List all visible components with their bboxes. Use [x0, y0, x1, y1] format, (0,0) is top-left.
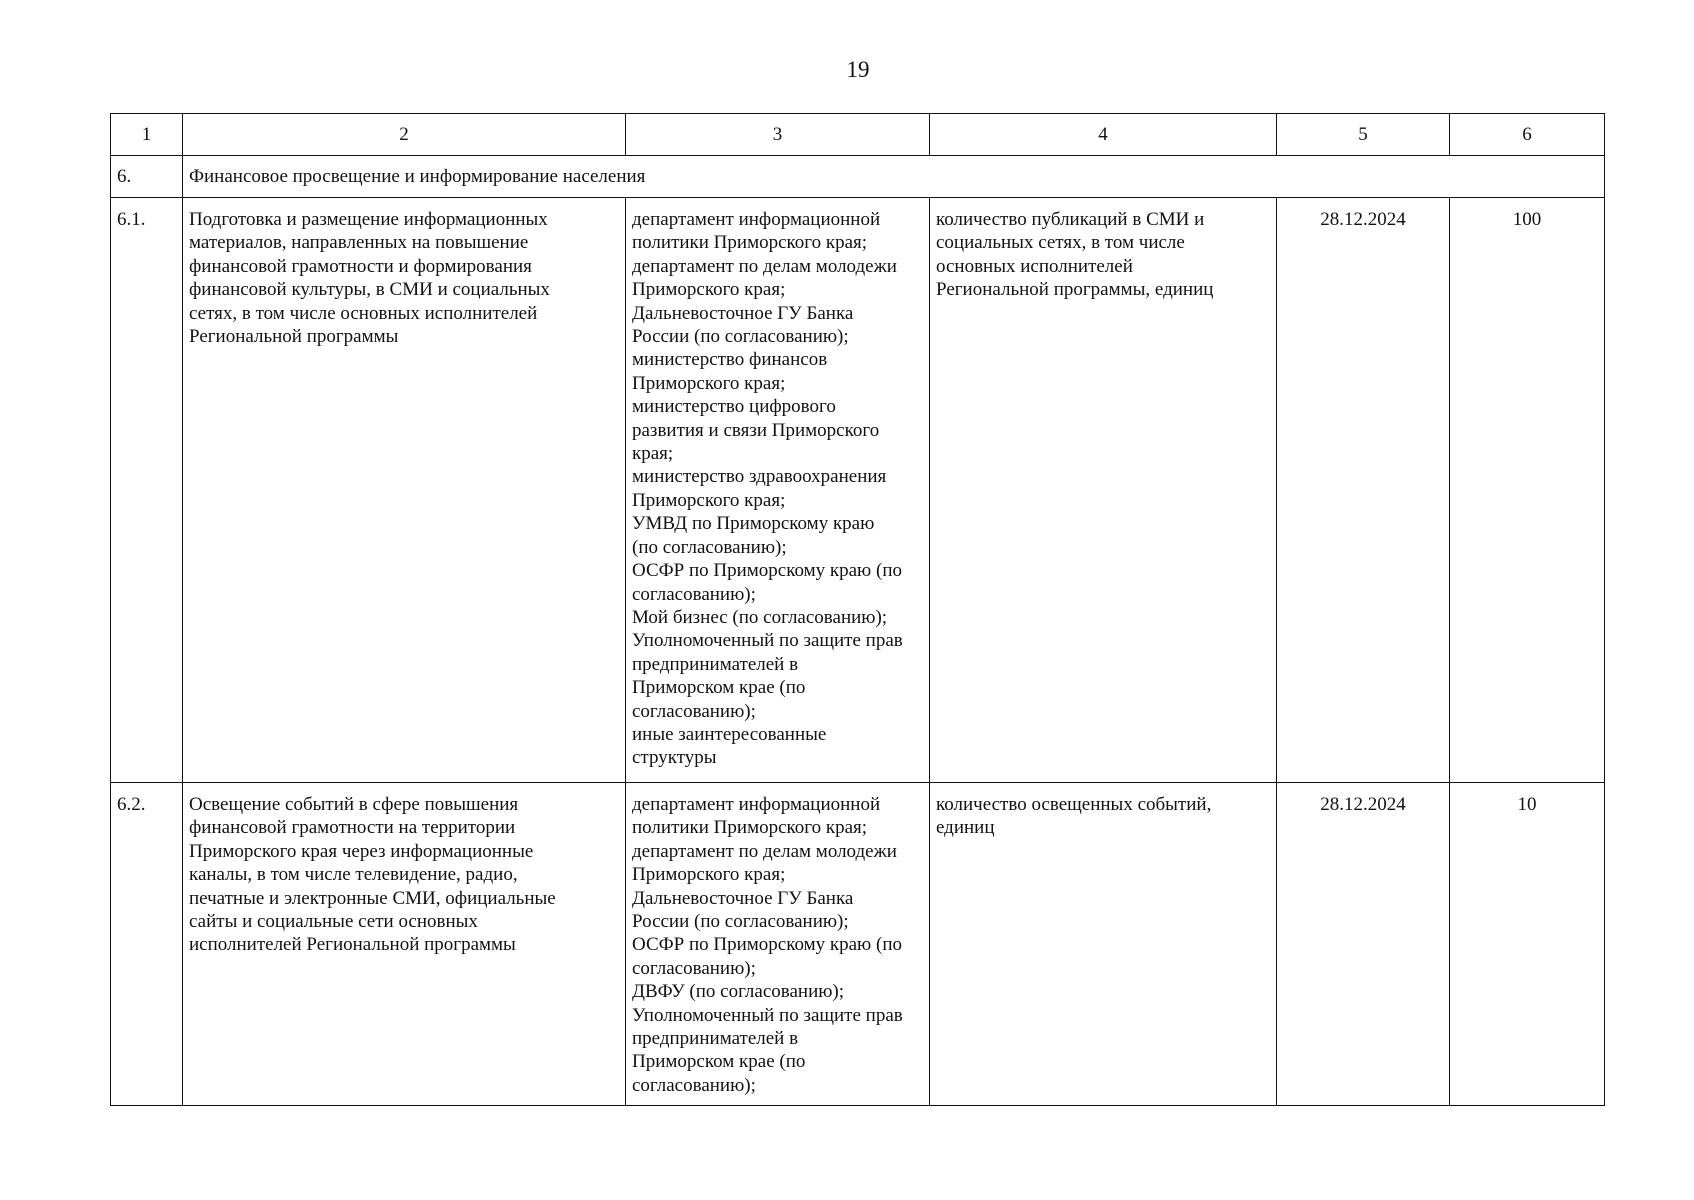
column-number-6: 6	[1450, 114, 1605, 156]
column-number-3: 3	[626, 114, 930, 156]
text-line: министерство финансов	[632, 349, 828, 371]
activities-table	[110, 113, 1605, 1106]
text-line: департамент информационной	[632, 794, 881, 815]
column-number-5: 5	[1277, 114, 1450, 156]
text-line: министерство цифрового	[632, 396, 836, 418]
column-number-2: 2	[183, 114, 626, 156]
text-line: Приморском крае (по	[632, 677, 806, 699]
text-line: основных исполнителей	[936, 255, 1133, 277]
text-line: департамент по делам молодежи	[632, 840, 897, 862]
text-line: края;	[632, 443, 674, 465]
column-number-4: 4	[930, 114, 1277, 156]
column-number-1: 1	[111, 114, 183, 156]
text-line: Приморском крае (по	[632, 1051, 806, 1073]
text-line: единиц	[936, 817, 995, 839]
deadline-date: 28.12.2024	[1277, 198, 1450, 783]
text-line: (по согласованию);	[632, 536, 787, 558]
page-number: 19	[846, 57, 870, 82]
text-line: предпринимателей в	[632, 653, 799, 675]
section-number: 6.	[111, 156, 183, 198]
text-line: Уполномоченный по защите прав	[632, 630, 903, 652]
text-line: политики Приморского края;	[632, 232, 868, 254]
text-line: сетях, в том числе основных исполнителей	[189, 302, 538, 324]
text-line: министерство здравоохранения	[632, 466, 887, 488]
text-line: согласованию);	[632, 1074, 756, 1096]
text-line: финансовой культуры, в СМИ и социальных	[189, 279, 550, 301]
text-line: развития и связи Приморского	[632, 419, 880, 441]
text-line: России (по согласованию);	[632, 326, 849, 348]
text-line: социальных сетях, в том числе	[936, 232, 1185, 254]
text-line: сайты и социальные сети основных	[189, 911, 478, 933]
indicator-description	[930, 198, 1277, 783]
text-line: Приморского края;	[632, 279, 786, 301]
text-line: Приморского края;	[632, 864, 786, 886]
text-line: количество освещенных событий,	[936, 794, 1212, 815]
text-line: согласованию);	[632, 957, 756, 979]
text-line: Приморского края через информационные	[189, 840, 534, 862]
text-line: ОСФР по Приморскому краю (по	[632, 934, 902, 956]
target-value: 100	[1450, 198, 1605, 783]
text-line: финансовой грамотности на территории	[189, 817, 516, 839]
text-line: России (по согласованию);	[632, 911, 849, 933]
text-line: согласованию);	[632, 700, 756, 722]
text-line: Уполномоченный по защите прав	[632, 1004, 903, 1026]
text-line: количество публикаций в СМИ и	[936, 209, 1205, 230]
text-line: исполнителей Региональной программы	[189, 934, 516, 956]
table-row	[111, 783, 1605, 1106]
text-line: Приморского края;	[632, 489, 786, 511]
column-number-row	[111, 114, 1605, 156]
row-number: 6.2.	[111, 783, 183, 1106]
executors-list	[626, 198, 930, 783]
text-line: Дальневосточное ГУ Банка	[632, 887, 854, 909]
text-line: департамент информационной	[632, 209, 881, 230]
text-line: печатные и электронные СМИ, официальные	[189, 887, 556, 909]
section-row	[111, 156, 1605, 198]
activity-description	[183, 198, 626, 783]
text-line: ОСФР по Приморскому краю (по	[632, 560, 902, 582]
text-line: Мой бизнес (по согласованию);	[632, 606, 888, 628]
text-line: УМВД по Приморскому краю	[632, 513, 875, 535]
text-line: Региональной программы, единиц	[936, 279, 1214, 301]
section-title: Финансовое просвещение и информирование населения	[183, 156, 1605, 198]
text-line: структуры	[632, 747, 717, 769]
row-number: 6.1.	[111, 198, 183, 783]
text-line: иные заинтересованные	[632, 723, 827, 745]
target-value: 10	[1450, 783, 1605, 1106]
text-line: материалов, направленных на повышение	[189, 232, 529, 254]
text-line: Приморского края;	[632, 372, 786, 394]
text-line: Освещение событий в сфере повышения	[189, 794, 519, 815]
text-line: финансовой грамотности и формирования	[189, 255, 532, 277]
text-line: Региональной программы	[189, 326, 399, 348]
text-line: ДВФУ (по согласованию);	[632, 981, 845, 1003]
indicator-description	[930, 783, 1277, 1106]
text-line: департамент по делам молодежи	[632, 255, 897, 277]
text-line: политики Приморского края;	[632, 817, 868, 839]
text-line: Подготовка и размещение информационных	[189, 209, 548, 230]
text-line: каналы, в том числе телевидение, радио,	[189, 864, 518, 886]
executors-list	[626, 783, 930, 1106]
text-line: предпринимателей в	[632, 1028, 799, 1050]
deadline-date: 28.12.2024	[1277, 783, 1450, 1106]
activity-description	[183, 783, 626, 1106]
table-row	[111, 198, 1605, 783]
text-line: Дальневосточное ГУ Банка	[632, 302, 854, 324]
text-line: согласованию);	[632, 583, 756, 605]
